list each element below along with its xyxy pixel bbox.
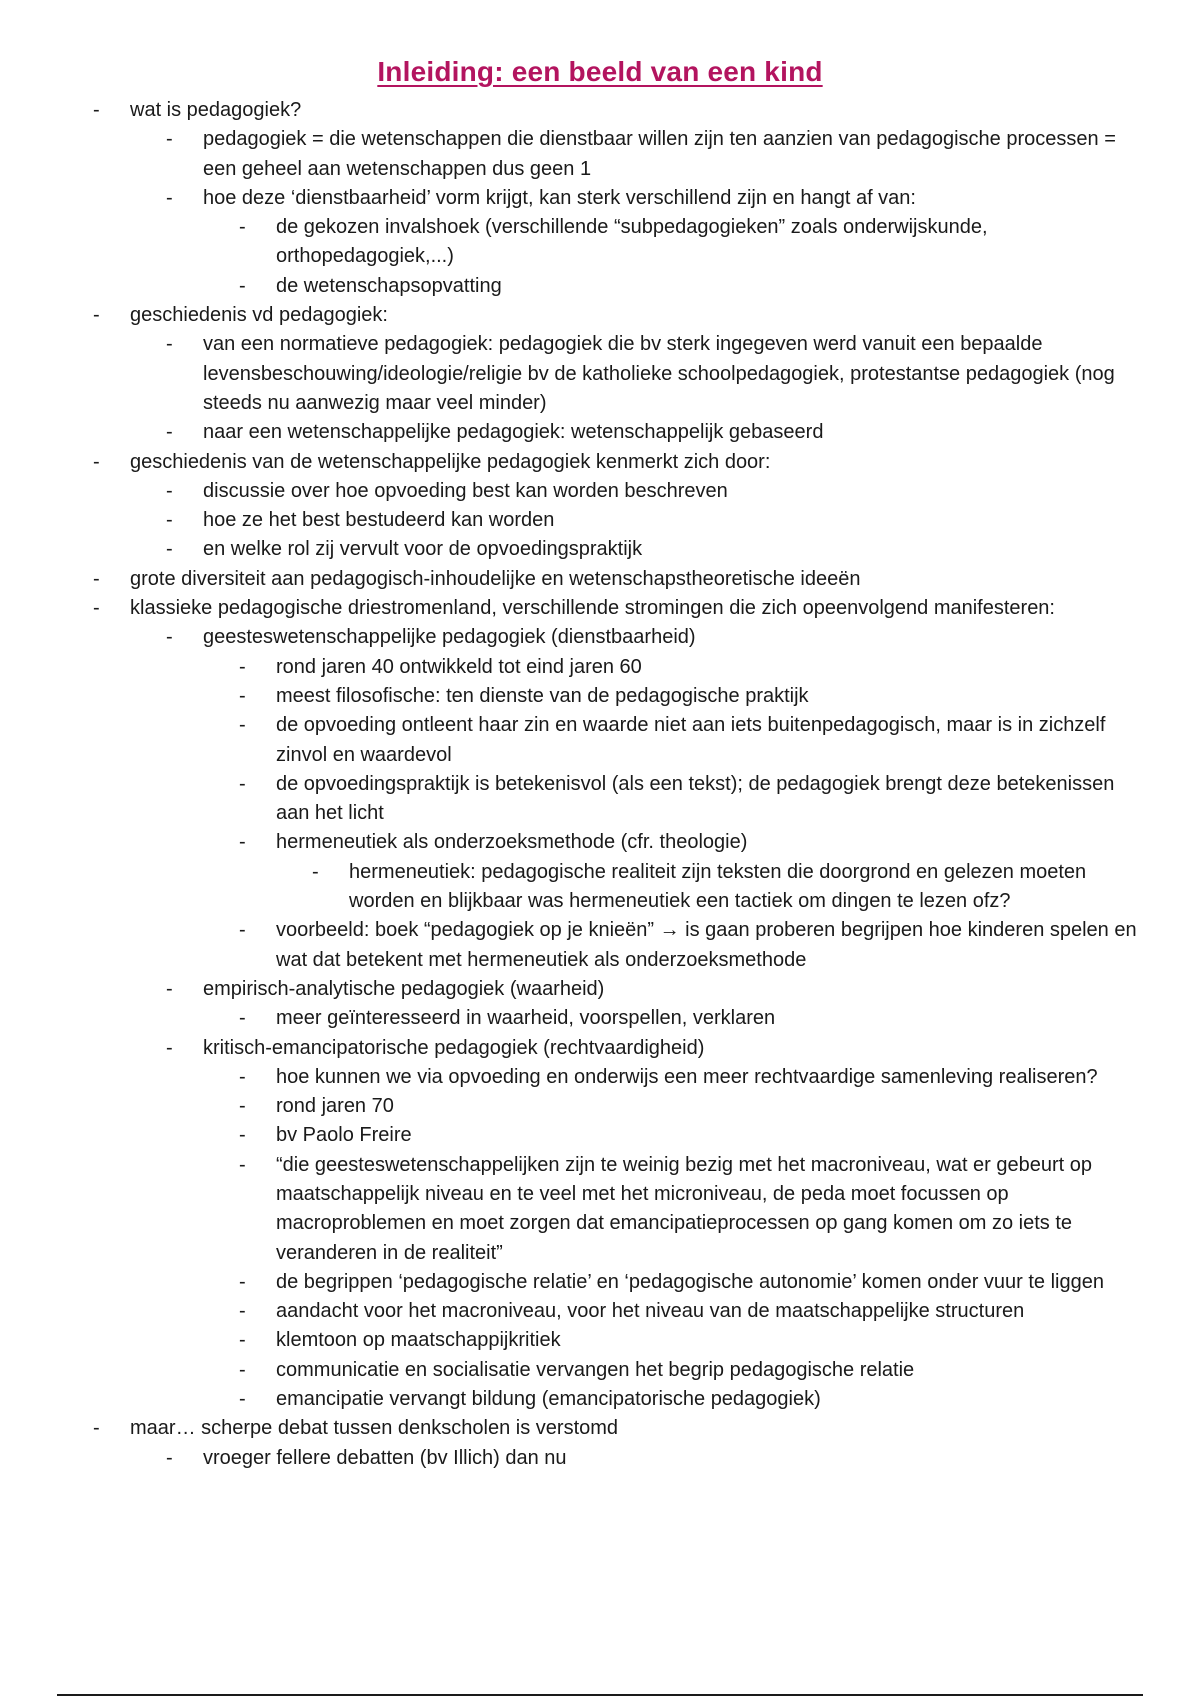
bullet-dash: -	[166, 479, 173, 502]
list-item	[90, 1356, 1140, 1385]
list-item-text: rond jaren 70	[276, 1095, 394, 1118]
bullet-dash: -	[239, 1065, 246, 1088]
list-item	[90, 1444, 1140, 1473]
list-item-text: de gekozen invalshoek (verschillende “subpedagogieken” zoals onderwijskunde, orthopedagogiek,...)	[276, 216, 988, 268]
bullet-dash: -	[239, 1270, 246, 1293]
list-item	[90, 1092, 1140, 1121]
bullet-dash: -	[93, 1417, 100, 1440]
list-item-text: emancipatie vervangt bildung (emancipatorische pedagogiek)	[276, 1388, 821, 1411]
list-item	[90, 1414, 1140, 1443]
list-item	[90, 565, 1140, 594]
list-item	[90, 1034, 1140, 1063]
bullet-dash: -	[239, 831, 246, 854]
list-item	[90, 916, 1140, 975]
list-item	[90, 1151, 1140, 1268]
list-item	[90, 535, 1140, 564]
list-item	[90, 828, 1140, 857]
bullet-dash: -	[239, 1007, 246, 1030]
bullet-dash: -	[239, 772, 246, 795]
list-item-text: geschiedenis vd pedagogiek:	[130, 304, 388, 327]
bullet-dash: -	[239, 1124, 246, 1147]
bullet-dash: -	[239, 1329, 246, 1352]
list-item	[90, 125, 1140, 184]
bullet-dash: -	[239, 216, 246, 239]
notes-list	[90, 96, 1140, 1473]
list-item-text: maar… scherpe debat tussen denkscholen is verstomd	[130, 1417, 619, 1440]
bullet-dash: -	[166, 421, 173, 444]
list-item	[90, 594, 1140, 623]
list-item	[90, 506, 1140, 535]
list-item-text: van een normatieve pedagogiek: pedagogiek die bv sterk ingegeven werd vanuit een bepaalde levensbeschouwing/ideologie/religie bv de katholieke schoolpedagogiek, protestantse pedagogiek (nog steeds nu aanwezig maar veel minder)	[203, 333, 1115, 414]
list-item-text: hoe deze ‘dienstbaarheid’ vorm krijgt, kan sterk verschillend zijn en hangt af van:	[203, 186, 916, 209]
list-item-text: empirisch-analytische pedagogiek (waarheid)	[203, 977, 605, 1000]
list-item	[90, 623, 1140, 652]
list-item-text: vroeger fellere debatten (bv Illich) dan nu	[203, 1446, 567, 1469]
list-item	[90, 1385, 1140, 1414]
list-item-text: hermeneutiek: pedagogische realiteit zijn teksten die doorgrond en gelezen moeten worden en blijkbaar was hermeneutiek een tactiek om dingen te lezen ofz?	[349, 860, 1087, 913]
list-item	[90, 96, 1140, 125]
bullet-dash: -	[93, 99, 100, 121]
list-item-text: hoe kunnen we via opvoeding en onderwijs een meer rechtvaardige samenleving realiseren?	[276, 1065, 1098, 1088]
list-item	[90, 448, 1140, 477]
list-item	[90, 975, 1140, 1004]
bullet-dash: -	[166, 1036, 173, 1059]
page-divider	[57, 1694, 1143, 1696]
list-item	[90, 330, 1140, 418]
list-item-text: de opvoeding ontleent haar zin en waarde niet aan iets buitenpedagogisch, maar is in zichzelf zinvol en waardevol	[276, 714, 1106, 766]
list-item-text: klassieke pedagogische driestromenland, verschillende stromingen die zich opeenvolgend manifesteren:	[130, 597, 1055, 620]
bullet-dash: -	[166, 509, 173, 532]
list-item-text: “die geesteswetenschappelijken zijn te weinig bezig met het macroniveau, wat er gebeurt op maatschappelijk niveau en te veel met het microniveau, de peda moet focussen op macroproblemen en moet zorgen dat emancipatieprocessen op gang komen om zo iets te veranderen in de realiteit”	[276, 1153, 1093, 1264]
list-item	[90, 272, 1140, 301]
list-item-text: klemtoon op maatschappijkritiek	[276, 1329, 561, 1352]
list-item-text: discussie over hoe opvoeding best kan worden beschreven	[203, 479, 728, 502]
list-item-text: geesteswetenschappelijke pedagogiek (dienstbaarheid)	[203, 626, 696, 649]
list-item-text: de begrippen ‘pedagogische relatie’ en ‘pedagogische autonomie’ komen onder vuur te liggen	[276, 1270, 1104, 1293]
bullet-dash: -	[93, 567, 100, 590]
list-item-text: de wetenschapsopvatting	[276, 274, 502, 297]
list-item	[90, 301, 1140, 330]
bullet-dash: -	[166, 128, 173, 151]
list-item	[90, 1121, 1140, 1150]
list-item	[90, 1297, 1140, 1326]
list-item-text: de opvoedingspraktijk is betekenisvol (als een tekst); de pedagogiek brengt deze betekenissen aan het licht	[276, 772, 1115, 825]
bullet-dash: -	[239, 1388, 246, 1411]
list-item	[90, 682, 1140, 711]
list-item-text: grote diversiteit aan pedagogisch-inhoudelijke en wetenschapstheoretische ideeën	[130, 567, 861, 590]
bullet-dash: -	[239, 1358, 246, 1381]
list-item	[90, 213, 1140, 272]
list-item-text: aandacht voor het macroniveau, voor het niveau van de maatschappelijke structuren	[276, 1300, 1025, 1323]
list-item-text: naar een wetenschappelijke pedagogiek: wetenschappelijk gebaseerd	[203, 421, 824, 444]
list-item-text: kritisch-emancipatorische pedagogiek (rechtvaardigheid)	[203, 1036, 705, 1059]
list-item-text: hermeneutiek als onderzoeksmethode (cfr. theologie)	[276, 831, 748, 854]
list-item-text: communicatie en socialisatie vervangen het begrip pedagogische relatie	[276, 1358, 915, 1381]
list-item-text: rond jaren 40 ontwikkeld tot eind jaren 60	[276, 655, 642, 678]
list-item-text: pedagogiek = die wetenschappen die dienstbaar willen zijn ten aanzien van pedagogische processen = een geheel aan wetenschappen dus geen 1	[203, 128, 1116, 180]
bullet-dash: -	[166, 1446, 173, 1469]
list-item	[90, 653, 1140, 682]
bullet-dash: -	[166, 333, 173, 356]
list-item-text: wat is pedagogiek?	[130, 99, 302, 121]
bullet-dash: -	[239, 274, 246, 297]
list-item-text: meer geïnteresseerd in waarheid, voorspellen, verklaren	[276, 1007, 776, 1030]
bullet-dash: -	[166, 626, 173, 649]
bullet-dash: -	[239, 655, 246, 678]
list-item-text: en welke rol zij vervult voor de opvoedingspraktijk	[203, 538, 643, 561]
bullet-dash: -	[166, 977, 173, 1000]
list-item	[90, 418, 1140, 447]
list-item	[90, 1268, 1140, 1297]
list-item-text: hoe ze het best bestudeerd kan worden	[203, 509, 555, 532]
bullet-dash: -	[239, 1153, 246, 1176]
bullet-dash: -	[239, 714, 246, 737]
bullet-dash: -	[239, 1300, 246, 1323]
bullet-dash: -	[93, 304, 100, 327]
list-item	[90, 858, 1140, 917]
list-item-text: bv Paolo Freire	[276, 1124, 412, 1147]
list-item	[90, 184, 1140, 213]
bullet-dash: -	[166, 186, 173, 209]
list-item-text: voorbeeld: boek “pedagogiek op je knieën” → is gaan proberen begrijpen hoe kinderen spelen en wat dat betekent met hermeneutiek als onderzoeksmethode	[276, 919, 1137, 971]
bullet-dash: -	[239, 1095, 246, 1118]
list-item	[90, 477, 1140, 506]
page-title: Inleiding: een beeld van een kind	[377, 56, 823, 87]
bullet-dash: -	[312, 860, 319, 883]
list-item	[90, 1326, 1140, 1355]
bullet-dash: -	[239, 684, 246, 707]
bullet-dash: -	[166, 538, 173, 561]
bullet-dash: -	[93, 597, 100, 620]
bullet-dash: -	[93, 450, 100, 473]
list-item-text: meest filosofische: ten dienste van de pedagogische praktijk	[276, 684, 809, 707]
list-item	[90, 1063, 1140, 1092]
bullet-dash: -	[239, 919, 246, 942]
list-item	[90, 1004, 1140, 1033]
list-item-text: geschiedenis van de wetenschappelijke pedagogiek kenmerkt zich door:	[130, 450, 771, 473]
list-item	[90, 770, 1140, 829]
list-item	[90, 711, 1140, 770]
